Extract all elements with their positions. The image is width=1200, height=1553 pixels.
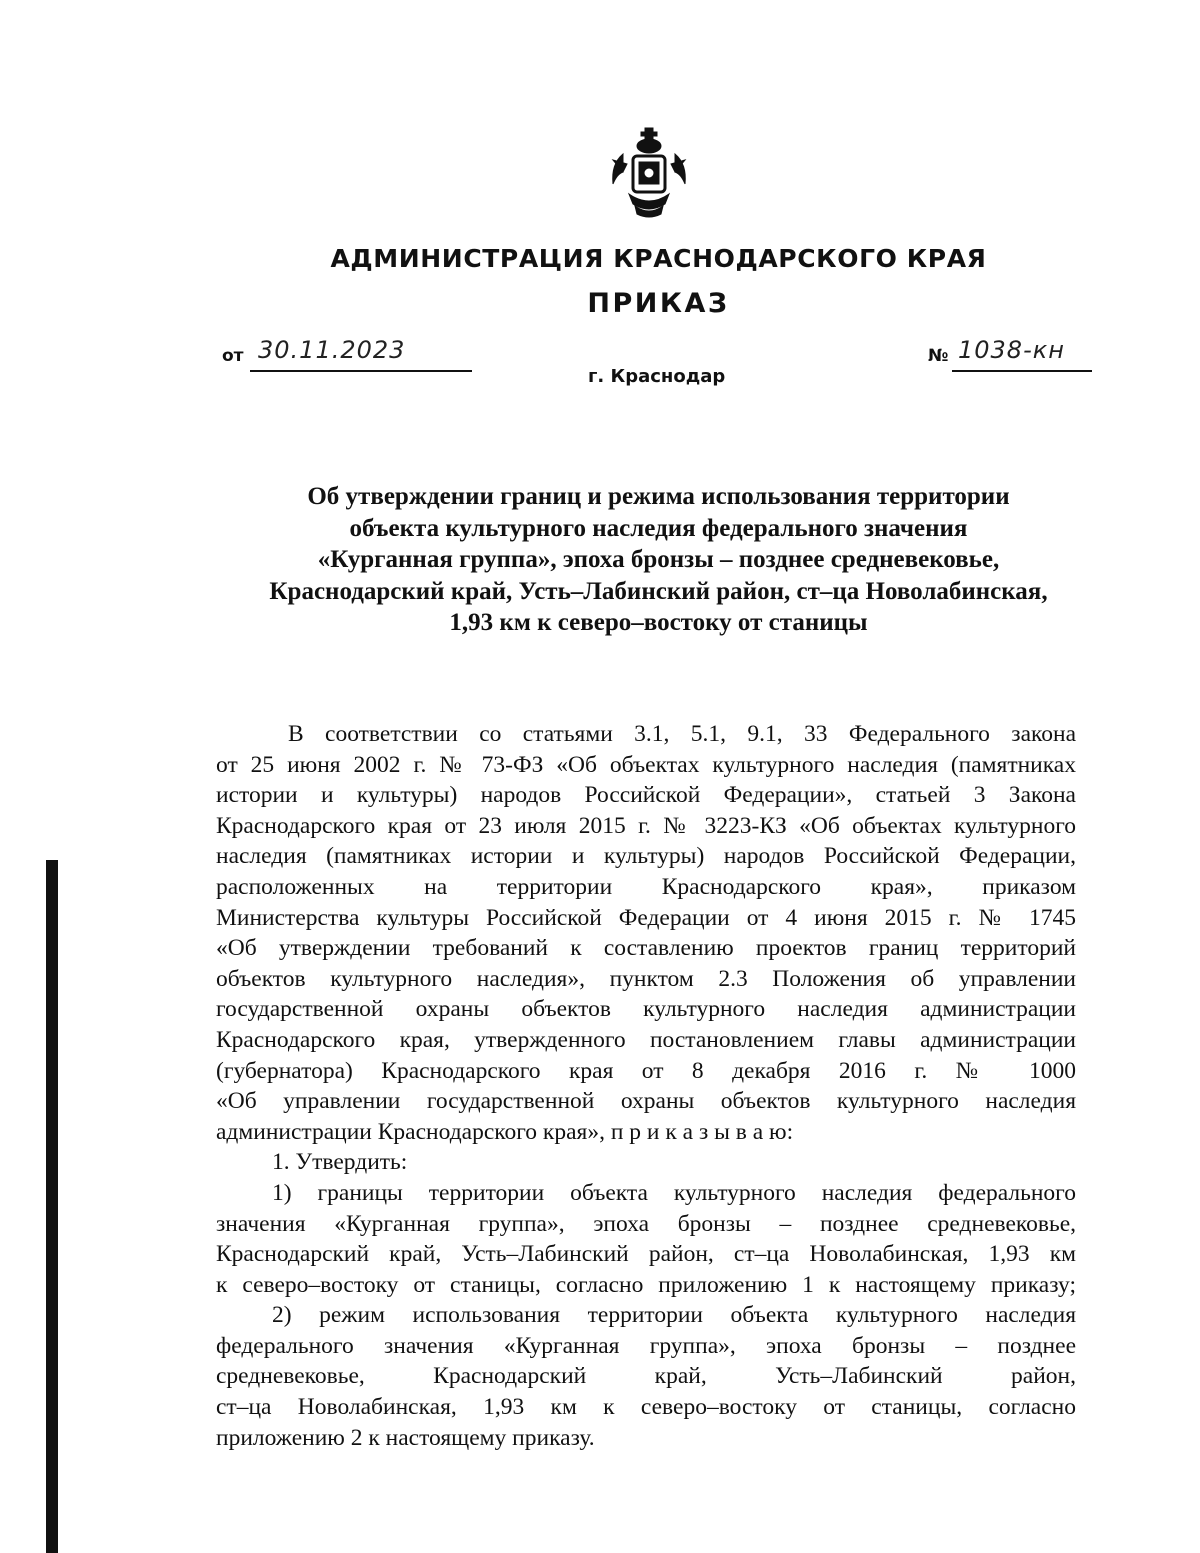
body-line: Краснодарского края, утвержденного постановлением главы администрации: [216, 1026, 1076, 1053]
title-line: Об утверждении границ и режима использования территории: [307, 483, 1010, 510]
body-line: истории и культуры) народов Российской Федерации», статьей 3 Закона: [216, 782, 1076, 809]
number-underline: [952, 370, 1092, 372]
body-line: приложению 2 к настоящему приказу.: [216, 1424, 595, 1451]
body-line: Министерства культуры Российской Федерации от 4 июня 2015 г. № 1745: [216, 904, 1076, 931]
title-line: «Курганная группа», эпоха бронзы – позднее средневековье,: [317, 546, 1000, 573]
organization-heading: АДМИНИСТРАЦИЯ КРАСНОДАРСКОГО КРАЯ: [330, 244, 987, 273]
body-line: средневековье, Краснодарский край, Усть–Лабинский район,: [216, 1363, 1076, 1390]
body-line: ст–ца Новолабинская, 1,93 км к северо–востоку от станицы, согласно: [216, 1394, 1076, 1421]
date-label: от: [222, 346, 244, 366]
body-line: «Об управлении государственной охраны объектов культурного наследия: [216, 1088, 1076, 1115]
title-line: Краснодарский край, Усть–Лабинский район, ст–ца Новолабинская,: [269, 577, 1048, 605]
body-line: Краснодарский край, Усть–Лабинский район, ст–ца Новолабинская, 1,93 км: [216, 1241, 1076, 1268]
body-line: администрации Краснодарского края», п р и к а з ы в а ю:: [216, 1118, 794, 1145]
body-line: (губернатора) Краснодарского края от 8 декабря 2016 г. № 1000: [216, 1057, 1076, 1084]
coat-of-arms-emblem: [605, 124, 693, 220]
number-handwritten: 1038-кн: [958, 336, 1065, 364]
title-line: объекта культурного наследия федерального значения: [349, 514, 968, 542]
body-line: 1. Утвердить:: [272, 1149, 408, 1176]
date-handwritten: 30.11.2023: [258, 336, 406, 364]
title-line: 1,93 км к северо–востоку от станицы: [449, 609, 868, 636]
body-line: В соответствии со статьями 3.1, 5.1, 9.1, 33 Федерального закона: [288, 721, 1076, 747]
scan-edge-mark: [46, 860, 58, 1553]
document-type-heading: ПРИКАЗ: [587, 288, 730, 319]
body-line: федерального значения «Курганная группа», эпоха бронзы – позднее: [216, 1332, 1076, 1359]
body-line: от 25 июня 2002 г. № 73-ФЗ «Об объектах культурного наследия (памятниках: [216, 751, 1076, 778]
body-line: расположенных на территории Краснодарского края», приказом: [216, 873, 1076, 900]
body-line: значения «Курганная группа», эпоха бронзы – позднее средневековье,: [216, 1210, 1076, 1237]
body-line: Краснодарского края от 23 июля 2015 г. № 3223-КЗ «Об объектах культурного: [216, 812, 1076, 839]
body-line: к северо–востоку от станицы, согласно приложению 1 к настоящему приказу;: [216, 1271, 1076, 1298]
body-line: государственной охраны объектов культурного наследия администрации: [216, 996, 1076, 1023]
body-line: наследия (памятниках истории и культуры) народов Российской Федерации,: [216, 843, 1076, 870]
body-line: объектов культурного наследия», пунктом 2.3 Положения об управлении: [216, 965, 1076, 992]
city: г. Краснодар: [588, 366, 726, 387]
body-line: 1) границы территории объекта культурного наследия федерального: [272, 1179, 1076, 1206]
document-title: [120, 481, 1197, 639]
body-line: 2) режим использования территории объекта культурного наследия: [272, 1302, 1076, 1329]
body-line: «Об утверждении требований к составлению проектов границ территорий: [216, 935, 1076, 962]
date-underline: [250, 370, 472, 372]
number-label: №: [928, 346, 949, 366]
document-body: [216, 719, 1076, 1453]
